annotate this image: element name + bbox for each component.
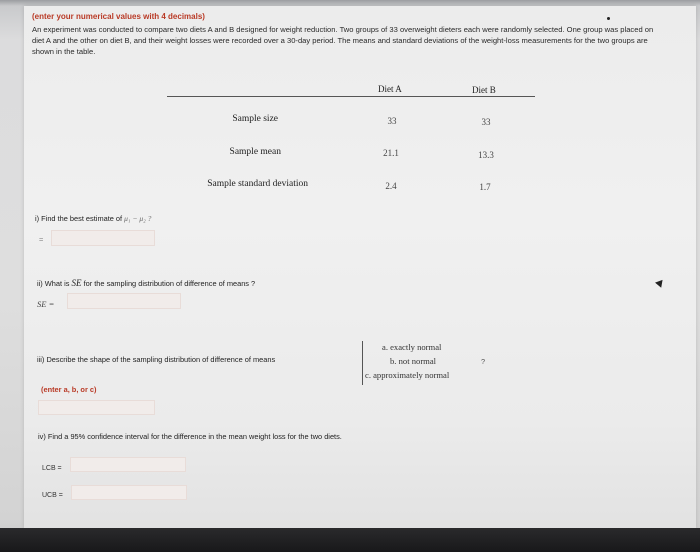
question-3-mark: ?: [481, 357, 486, 366]
question-1-symbol: μ₁ − μ₂ ?: [124, 214, 152, 223]
shape-input[interactable]: [38, 400, 155, 415]
cell-sample-mean-b: 13.3: [478, 150, 494, 160]
row-label-sample-sd: Sample standard deviation: [207, 179, 308, 189]
cell-sample-sd-b: 1.7: [479, 182, 491, 192]
question-1-text: i) Find the best estimate of: [35, 214, 123, 223]
question-2-se-symbol: SE: [71, 278, 82, 288]
lcb-label: LCB =: [42, 465, 62, 472]
worksheet-page: [24, 6, 696, 528]
se-input[interactable]: [67, 293, 181, 309]
question-2-text-end: for the sampling distribution of difference of means ?: [83, 279, 256, 288]
cell-sample-size-b: 33: [481, 117, 491, 127]
option-b: b. not normal: [390, 356, 437, 366]
problem-statement: An experiment was conducted to compare two diets A and B designed for weight reduction. Two groups of 33 overweight dieters each were randomly selected. One group was placed on diet A and the other on diet B, and their weight losses were recorded over a 30-day period. The means and standard deviations of the weight-loss measurements for the two groups are shown in the table.: [32, 25, 654, 56]
question-3-prompt: iii) Describe the shape of the sampling distribution of difference of means: [37, 355, 276, 364]
question-2-text-start: ii) What is: [37, 279, 70, 288]
se-label: SE =: [37, 299, 55, 309]
option-c: c. approximately normal: [365, 370, 450, 380]
table-header-rule: [167, 96, 535, 97]
row-label-sample-size: Sample size: [232, 114, 278, 124]
decimal-instruction: (enter your numerical values with 4 decimals): [32, 12, 205, 21]
screen-bottom-bezel: [0, 528, 700, 552]
lcb-input[interactable]: [70, 457, 186, 472]
question-1-equals: =: [39, 235, 44, 244]
option-a: a. exactly normal: [382, 342, 442, 352]
ucb-label: UCB =: [42, 492, 63, 499]
question-1-prompt: [35, 214, 151, 223]
options-bracket: [362, 341, 363, 385]
column-header-diet-a: Diet A: [378, 84, 402, 94]
question-4-prompt: iv) Find a 95% confidence interval for the difference in the mean weight loss for the two diets.: [38, 432, 342, 441]
estimate-input[interactable]: [51, 230, 155, 246]
column-header-diet-b: Diet B: [472, 85, 496, 95]
enter-abc-label: (enter a, b, or c): [41, 385, 97, 394]
row-label-sample-mean: Sample mean: [229, 147, 281, 157]
cell-sample-mean-a: 21.1: [383, 148, 399, 158]
question-2-prompt: [37, 278, 255, 288]
cell-sample-sd-a: 2.4: [385, 181, 397, 191]
ucb-input[interactable]: [71, 485, 187, 500]
stray-dot: [607, 17, 610, 20]
cell-sample-size-a: 33: [387, 116, 397, 126]
